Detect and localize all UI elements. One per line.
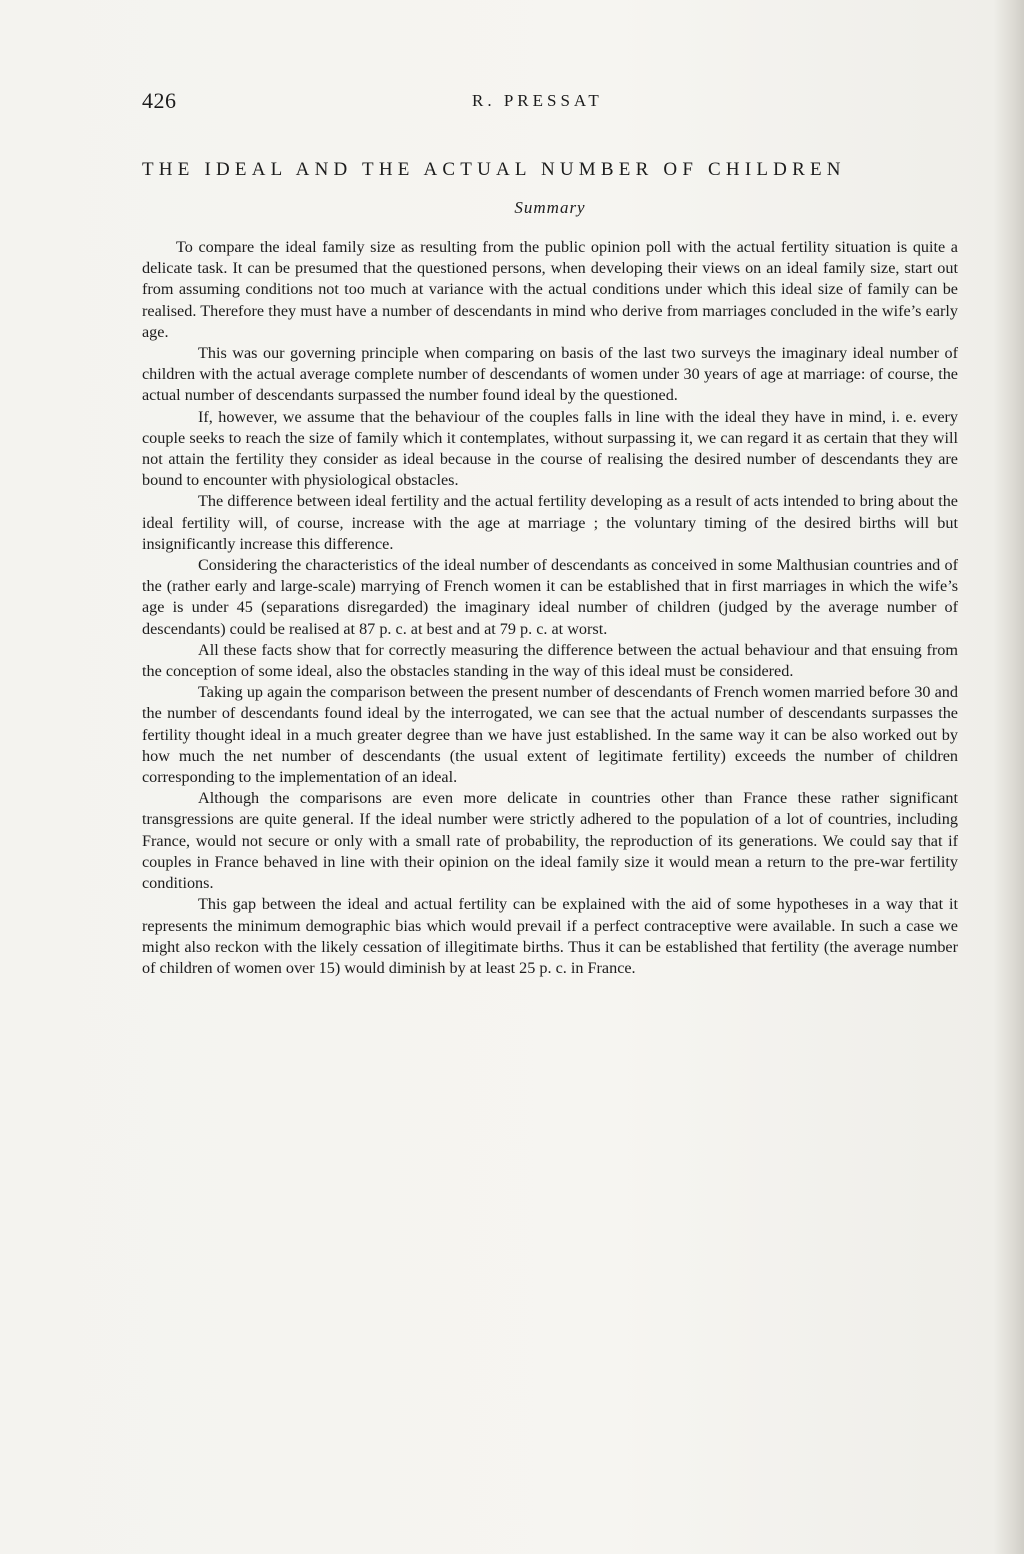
paragraph: This gap between the ideal and actual fertility can be explained with the aid of some hypotheses in a way that it represents the minimum demographic bias which would prevail if a perfect contraceptive were available. In such a case we might also reckon with the likely cessation of illegitimate births. Thus it can be established that fertility (the average number of children of women over 15) would diminish by at least 25 p. c. in France. bbox=[142, 895, 958, 977]
paragraph: Considering the characteristics of the ideal number of descendants as conceived in some Malthusian countries and of the (rather early and large-scale) marrying of French women it can be established that in first marriages in which the wife’s age is under 45 (separations disregarded) the imaginary ideal number of children (judged by the average number of descendants) could be realised at 87 p. c. at best and at 79 p. c. at worst. bbox=[142, 556, 958, 638]
paragraph: To compare the ideal family size as resulting from the public opinion poll with the actual fertility situation is quite a delicate task. It can be presumed that the questioned persons, when developing their views on an ideal family size, start out from assuming conditions not too much at variance with the actual conditions under which this ideal size of family can be realised. Therefore they must have a number of descendants in mind who derive from marriages concluded in the wife’s early age. bbox=[142, 238, 958, 341]
paragraph: Although the comparisons are even more delicate in countries other than France these rather significant transgressions are quite general. If the ideal number were strictly adhered to the population of a lot of countries, including France, would not secure or only with a small rate of probability, the reproduction of its generations. We could say that if couples in France behaved in line with their opinion on the ideal family size it would mean a return to the pre-war fertility conditions. bbox=[142, 789, 958, 893]
paragraph: If, however, we assume that the behaviour of the couples falls in line with the ideal they have in mind, i. e. every couple seeks to reach the size of family which it contemplates, without surpassing it, we can regard it as certain that they will not attain the fertility they consider as ideal because in the course of realising the desired number of descendants they are bound to encounter with physiological obstacles. bbox=[142, 407, 958, 490]
running-author: R. PRESSAT bbox=[472, 91, 603, 110]
paragraph: Taking up again the comparison between the present number of descendants of French women married before 30 and the number of descendants found ideal by the interrogated, we can see that the actual number of descendants surpasses the fertility thought ideal in a much greater degree than we have just established. In the same way it can be also worked out by how much the net number of descendants (the usual extent of legitimate fertility) exceeds the number of children corresponding to the implementation of an ideal. bbox=[142, 683, 958, 787]
running-head bbox=[142, 88, 958, 118]
page-number: 426 bbox=[142, 88, 177, 113]
paragraph: The difference between ideal fertility and the actual fertility developing as a result of acts intended to bring about the ideal fertility will, of course, increase with the age at marriage ; the voluntary timing of the desired births will but insignificantly increase this difference. bbox=[142, 492, 958, 553]
paragraph: This was our governing principle when comparing on basis of the last two surveys the imaginary ideal number of children with the actual average complete number of descendants of women under 30 years of age at marriage: of course, the actual number of descendants surpassed the number found ideal by the questioned. bbox=[142, 344, 958, 405]
summary-heading: Summary bbox=[514, 198, 586, 217]
paragraph: All these facts show that for correctly measuring the difference between the actual behaviour and that ensuing from the conception of some ideal, also the obstacles standing in the way of this ideal must be considered. bbox=[142, 640, 958, 681]
summary-body bbox=[142, 237, 958, 979]
article-title: THE IDEAL AND THE ACTUAL NUMBER OF CHILDREN bbox=[142, 159, 846, 180]
